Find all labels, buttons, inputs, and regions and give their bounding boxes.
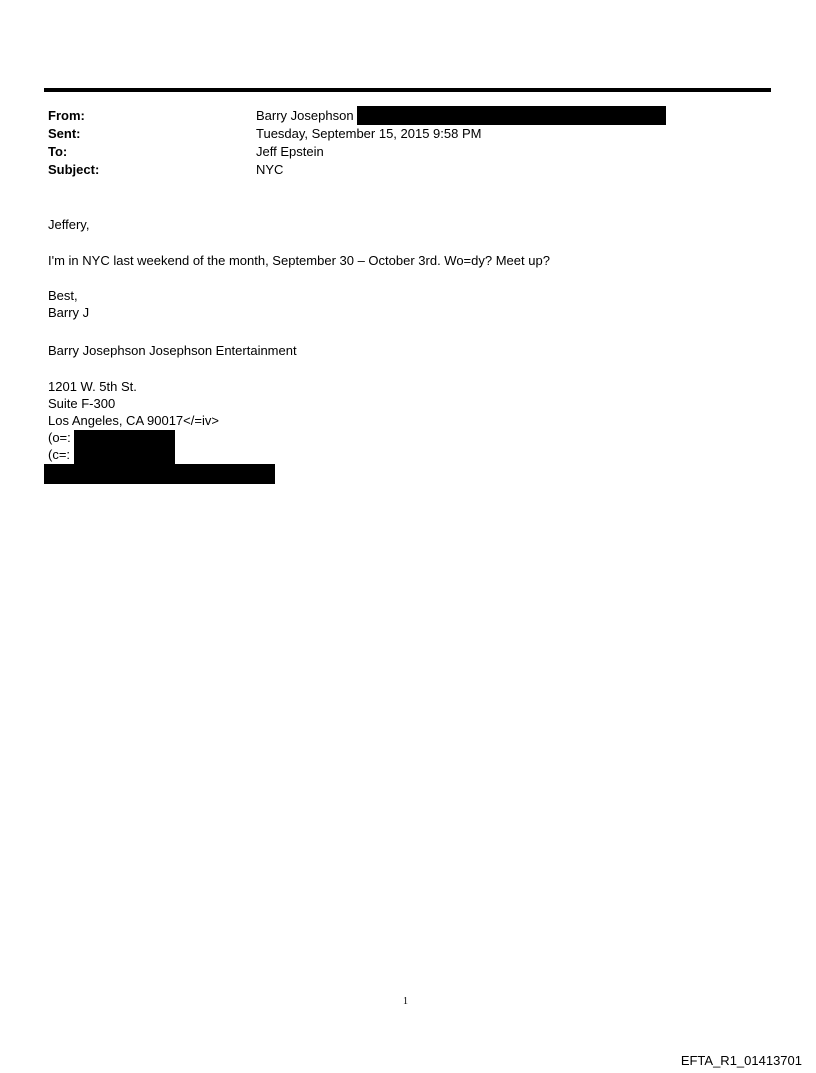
sent-label: Sent:	[48, 126, 81, 141]
signature-name: Barry J	[48, 305, 90, 320]
redaction-contact-line	[44, 464, 275, 484]
address-line-2: Suite F-300	[48, 396, 116, 411]
from-label: From:	[48, 108, 85, 123]
to-label: To:	[48, 144, 68, 159]
sent-value: Tuesday, September 15, 2015 9:58 PM	[256, 126, 482, 141]
closing: Best,	[48, 288, 78, 303]
document-id: EFTA_R1_01413701	[680, 1053, 802, 1068]
from-value: Barry Josephson	[256, 108, 354, 123]
subject-value: NYC	[256, 162, 284, 177]
greeting: Jeffery,	[48, 217, 90, 232]
message-text: I'm in NYC last weekend of the month, September 30 – October 3rd. Wo=dy? Meet up?	[48, 253, 550, 268]
address-line-1: 1201 W. 5th St.	[48, 379, 137, 394]
address-line-3: Los Angeles, CA 90017</=iv>	[48, 413, 219, 428]
subject-label: Subject:	[48, 162, 100, 177]
redaction-phone-numbers	[74, 430, 175, 464]
phone-cell-prefix: (c=:	[48, 447, 71, 462]
to-value: Jeff Epstein	[256, 144, 324, 159]
page-number: 1	[403, 996, 408, 1007]
phone-office-prefix: (o=:	[48, 430, 71, 445]
header-rule	[44, 88, 771, 92]
redaction-from-email	[357, 106, 666, 125]
company-line: Barry Josephson Josephson Entertainment	[48, 343, 297, 358]
